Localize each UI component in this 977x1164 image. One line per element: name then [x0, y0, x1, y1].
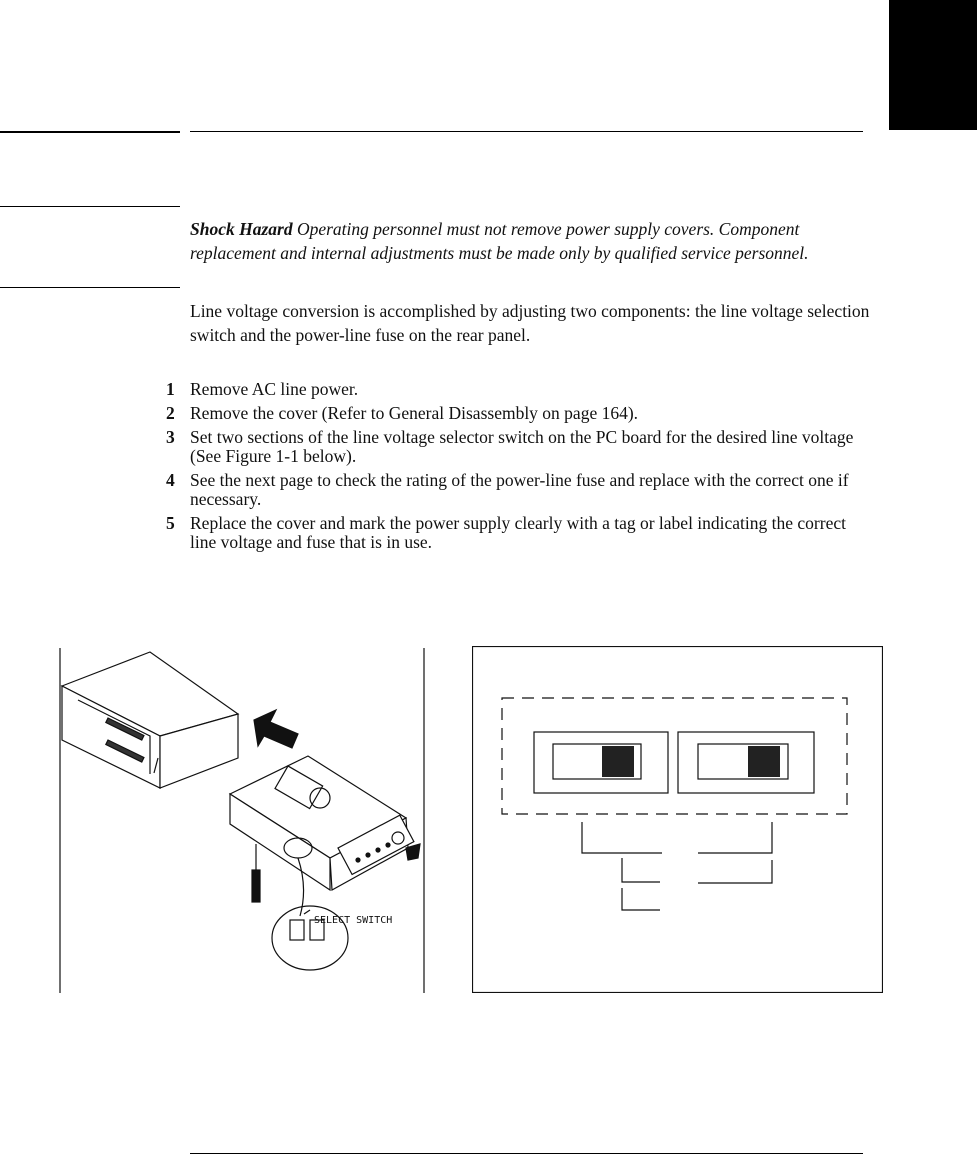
top-rule-right	[190, 131, 863, 132]
step-text: See the next page to check the rating of the power-line fuse and replace with the correct one if necessary.	[190, 470, 849, 509]
step-item	[166, 428, 866, 466]
section-tab	[889, 0, 977, 130]
shock-hazard-warning	[190, 217, 870, 265]
cover-removal-illustration	[58, 648, 426, 993]
switch-diagram	[472, 646, 883, 993]
step-number: 5	[166, 513, 175, 533]
procedure-steps	[166, 380, 866, 557]
step-item	[166, 380, 866, 399]
step-text: Remove the cover (Refer to General Disassembly on page 164).	[190, 403, 639, 423]
step-item	[166, 471, 866, 509]
select-switch-label: SELECT SWITCH	[314, 915, 393, 926]
warning-text: Operating personnel must not remove power supply covers. Component replacement and internal adjustments must be made only by qualified service personnel.	[190, 219, 809, 263]
bottom-rule	[190, 1153, 863, 1154]
intro-paragraph: Line voltage conversion is accomplished by adjusting two components: the line voltage selection switch and the power-line fuse on the rear panel.	[190, 301, 870, 345]
step-number: 4	[166, 470, 175, 490]
step-item	[166, 404, 866, 423]
voltage-selector-diagram	[472, 646, 883, 993]
step-number: 2	[166, 403, 175, 423]
warning-rule-bottom	[0, 287, 180, 288]
warning-rule-top	[0, 206, 180, 207]
step-text: Set two sections of the line voltage selector switch on the PC board for the desired line voltage (See Figure 1-1 below).	[190, 427, 854, 466]
step-text: Replace the cover and mark the power supply clearly with a tag or label indicating the correct line voltage and fuse that is in use.	[190, 513, 846, 552]
top-rule-left	[0, 131, 180, 133]
step-item	[166, 514, 866, 552]
step-number: 3	[166, 427, 175, 447]
warning-title: Shock Hazard	[190, 219, 293, 239]
disassembly-drawing	[58, 648, 426, 993]
step-text: Remove AC line power.	[190, 379, 359, 399]
step-number: 1	[166, 379, 175, 399]
